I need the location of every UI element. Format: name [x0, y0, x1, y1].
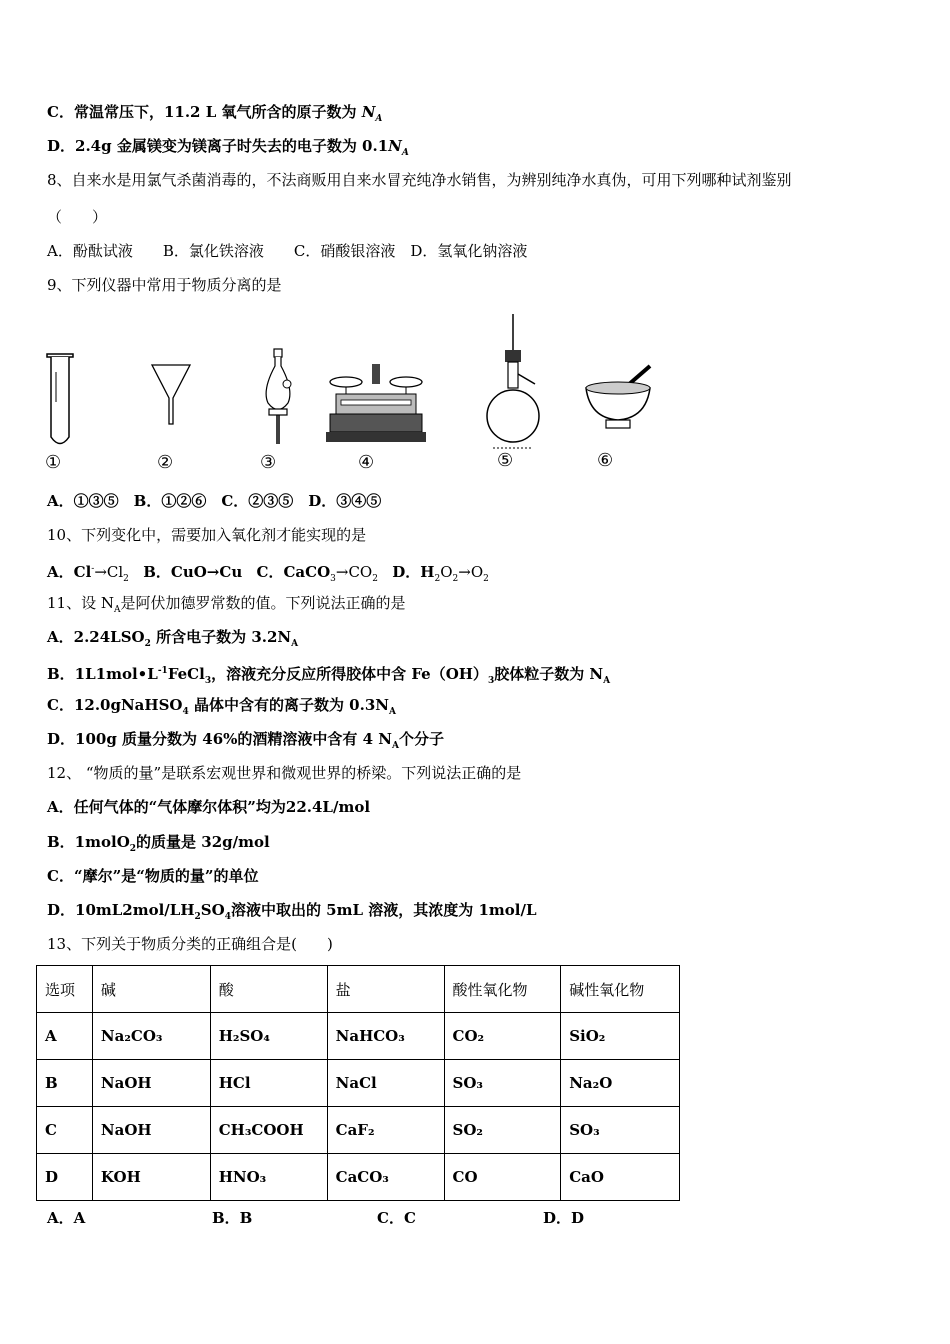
instrument-label-3: ③: [260, 452, 277, 473]
table-cell: NaOH: [92, 1060, 210, 1107]
q8-stem: 8、自来水是用氯气杀菌消毒的，不法商贩用自来水冒充纯净水销售，为辨别纯净水真伪，可用下列哪种试剂鉴别: [47, 171, 792, 189]
table-cell: CO: [444, 1154, 561, 1201]
table-row: [37, 1154, 680, 1201]
q9-stem: 9、下列仪器中常用于物质分离的是: [47, 276, 282, 294]
q10-options: A．$Cl^-\to Cl_2$ B．CuO→Cu C．$CaCO_3\to CO_2$ D．$H_2O_2\to O_2$: [47, 563, 489, 584]
table-row: [37, 1013, 680, 1060]
funnel-icon: [150, 362, 192, 428]
q12-option-d: D．$10mL2mol/LH_2SO_4$溶液中取出的 5mL 溶液，其浓度为 1mol/L: [47, 901, 537, 922]
mortar-pestle-icon: [580, 362, 656, 432]
header-cell: 酸: [210, 966, 327, 1013]
q11-option-b: B．$1L1mol•L^{-1}FeCl_3$，溶液充分反应所得胶体中含 $Fe(OH)_3$胶体粒子数为 $N_A$: [47, 665, 611, 686]
q12-stem: 12、 “物质的量”是联系宏观世界和微观世界的桥梁。下列说法正确的是: [47, 764, 522, 782]
q12-option-b: B．1molO$_2$的质量是 32g/mol: [47, 833, 270, 854]
table-cell: CaF₂: [327, 1107, 444, 1154]
instrument-label-1: ①: [45, 452, 62, 473]
table-cell: HCl: [210, 1060, 327, 1107]
q13-option-c: C．C: [377, 1209, 416, 1227]
table-row: [37, 1060, 680, 1107]
table-cell: CaCO₃: [327, 1154, 444, 1201]
q7-option-c: C．常温常压下，11.2 L 氧气所含的原子数为 $N_A$: [47, 103, 383, 124]
instrument-label-2: ②: [157, 452, 174, 473]
table-cell: SO₃: [561, 1107, 680, 1154]
table-cell: NaCl: [327, 1060, 444, 1107]
q8-options: A．酚酞试液 B．氯化铁溶液 C．硝酸银溶液 D．氢氧化钠溶液: [47, 242, 528, 260]
q7-option-d: D．2.4g 金属镁变为镁离子时失去的电子数为 $0.1N_A$: [47, 137, 409, 158]
table-cell: CaO: [561, 1154, 680, 1201]
table-cell: Na₂CO₃: [92, 1013, 210, 1060]
separatory-funnel-icon: [258, 348, 298, 446]
table-cell: SO₃: [444, 1060, 561, 1107]
q12-option-a: A．任何气体的“气体摩尔体积”均为22.4L/mol: [47, 798, 371, 816]
header-cell: 碱性氧化物: [561, 966, 680, 1013]
test-tube-icon: [45, 352, 77, 452]
q9-options: A．①③⑤ B．①②⑥ C．②③⑤ D．③④⑤: [47, 492, 382, 510]
classification-table: [36, 965, 680, 1201]
instrument-label-6: ⑥: [597, 450, 614, 471]
q11-option-a: A．$2.24LSO_2$ 所含电子数为 $3.2N_A$: [47, 628, 299, 649]
q11-stem: 11、设 $N_A$是阿伏加德罗常数的值。下列说法正确的是: [47, 594, 406, 615]
table-header-row: [37, 966, 680, 1013]
q13-option-d: D．D: [543, 1209, 585, 1227]
header-cell: 选项: [37, 966, 93, 1013]
q13-option-b: B．B: [212, 1209, 253, 1227]
table-cell: NaOH: [92, 1107, 210, 1154]
q11-option-c: C．12.0gNaHSO$_4$ 晶体中含有的离子数为 $0.3N_A$: [47, 696, 396, 717]
table-cell: HNO₃: [210, 1154, 327, 1201]
header-cell: 盐: [327, 966, 444, 1013]
q12-option-c: C．“摩尔”是“物质的量”的单位: [47, 867, 259, 885]
q11-option-d: D．100g 质量分数为 46%的酒精溶液中含有 4 $N_A$个分子: [47, 730, 444, 751]
instrument-label-5: ⑤: [497, 450, 514, 471]
table-row: [37, 1107, 680, 1154]
table-cell: SO₂: [444, 1107, 561, 1154]
table-cell: KOH: [92, 1154, 210, 1201]
table-cell: A: [37, 1013, 93, 1060]
table-cell: B: [37, 1060, 93, 1107]
table-cell: SiO₂: [561, 1013, 680, 1060]
table-cell: D: [37, 1154, 93, 1201]
table-cell: Na₂O: [561, 1060, 680, 1107]
q13-stem: 13、下列关于物质分类的正确组合是( ): [47, 935, 333, 953]
header-cell: 碱: [92, 966, 210, 1013]
distilling-flask-icon: [483, 312, 549, 454]
header-cell: 酸性氧化物: [444, 966, 561, 1013]
table-cell: CH₃COOH: [210, 1107, 327, 1154]
balance-scale-icon: [326, 360, 426, 444]
q13-option-a: A．A: [47, 1209, 86, 1227]
q8-paren: （ ）: [47, 208, 108, 226]
table-cell: H₂SO₄: [210, 1013, 327, 1060]
q10-stem: 10、下列变化中，需要加入氧化剂才能实现的是: [47, 526, 367, 544]
instrument-label-4: ④: [358, 452, 375, 473]
table-cell: CO₂: [444, 1013, 561, 1060]
table-cell: C: [37, 1107, 93, 1154]
table-cell: NaHCO₃: [327, 1013, 444, 1060]
